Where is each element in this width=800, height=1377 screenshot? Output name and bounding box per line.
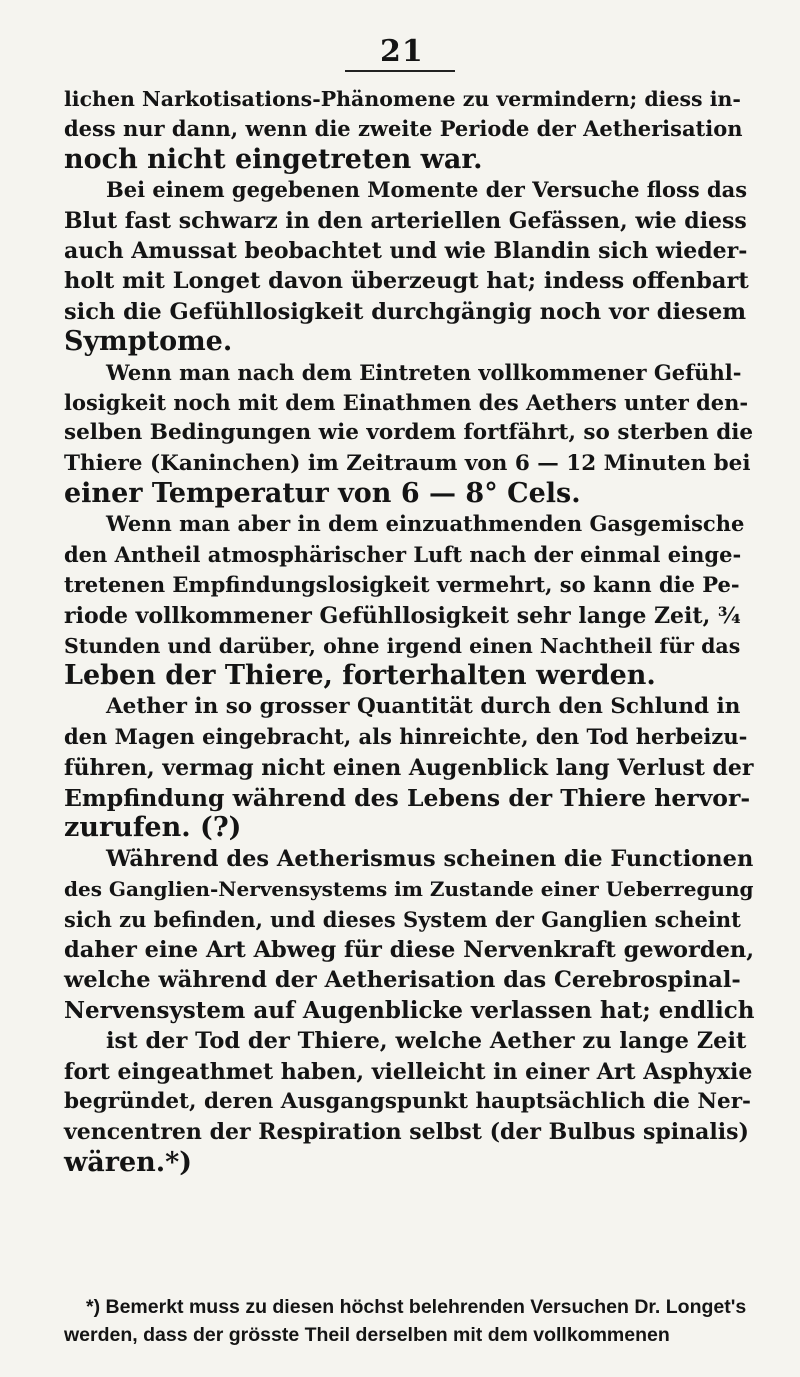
- text-line: welche während der Aetherisation das Cerebrospinal-: [64, 967, 741, 994]
- text-line: Stunden und darüber, ohne irgend einen Nachtheil für das: [64, 634, 741, 659]
- page-number-rule: [345, 70, 455, 72]
- text-line: auch Amussat beobachtet und wie Blandin sich wieder-: [64, 237, 748, 264]
- text-line: lichen Narkotisations-Phänomene zu vermindern; diess in-: [64, 87, 741, 111]
- text-line: des Ganglien-Nervensystems im Zustande einer Ueberregung: [64, 877, 754, 902]
- text-line: Thiere (Kaninchen) im Zeitraum von 6 — 12 Minuten bei: [64, 450, 751, 476]
- text-line: sich die Gefühllosigkeit durchgängig noch vor diesem: [64, 298, 747, 325]
- text-line: Symptome.: [64, 326, 233, 358]
- text-line: vencentren der Respiration selbst (der Bulbus spinalis): [64, 1119, 749, 1146]
- text-line: Nervensystem auf Augenblicke verlassen hat; endlich: [64, 996, 755, 1024]
- text-line: begründet, deren Ausgangspunkt hauptsächlich die Ner-: [64, 1088, 751, 1114]
- text-line: tretenen Empfindungslosigkeit vermehrt, so kann die Pe-: [64, 572, 740, 598]
- footnote: [64, 1293, 764, 1349]
- text-line: holt mit Longet davon überzeugt hat; indess offenbart: [64, 268, 749, 295]
- footnote-line: *) Bemerkt muss zu diesen höchst belehrenden Versuchen Dr. Longet's: [86, 1296, 747, 1318]
- text-line: zurufen. (?): [64, 812, 242, 844]
- text-line: noch nicht eingetreten war.: [64, 143, 483, 175]
- text-line: führen, vermag nicht einen Augenblick lang Verlust der: [64, 754, 754, 781]
- text-line: riode vollkommener Gefühllosigkeit sehr lange Zeit, ¾: [64, 602, 741, 629]
- text-line: Bei einem gegebenen Momente der Versuche floss das: [106, 177, 748, 203]
- text-line: den Magen eingebracht, als hinreichte, den Tod herbeizu-: [64, 724, 748, 750]
- text-line: Während des Aetherismus scheinen die Functionen: [106, 845, 754, 872]
- text-line: einer Temperatur von 6 — 8° Cels.: [64, 478, 581, 510]
- text-line: selben Bedingungen wie vordem fortfährt, so sterben die: [64, 420, 754, 446]
- text-line: Wenn man nach dem Eintreten vollkommener Gefühl-: [106, 359, 742, 385]
- footnote-line: werden, dass der grösste Theil derselben mit dem vollkommenen: [64, 1324, 670, 1346]
- text-line: den Antheil atmosphärischer Luft nach der einmal einge-: [64, 541, 742, 567]
- text-line: sich zu befinden, und dieses System der Ganglien scheint: [64, 906, 741, 932]
- text-line: Aether in so grosser Quantität durch den Schlund in: [106, 693, 741, 719]
- text-line: losigkeit noch mit dem Einathmen des Aethers unter den-: [64, 389, 749, 415]
- text-line: Blut fast schwarz in den arteriellen Gefässen, wie diess: [64, 207, 747, 234]
- text-line: ist der Tod der Thiere, welche Aether zu lange Zeit: [106, 1028, 747, 1055]
- page-number: 21: [380, 34, 424, 69]
- text-line: daher eine Art Abweg für diese Nervenkraft geworden,: [64, 936, 755, 963]
- text-line: Empfindung während des Lebens der Thiere hervor-: [64, 783, 751, 812]
- body-text: [64, 84, 754, 1178]
- text-line: Leben der Thiere, forterhalten werden.: [64, 660, 656, 692]
- text-line: fort eingeathmet haben, vielleicht in einer Art Asphyxie: [64, 1058, 753, 1085]
- text-line: wären.*): [64, 1146, 193, 1178]
- text-line: dess nur dann, wenn die zweite Periode der Aetherisation: [64, 116, 743, 142]
- text-line: Wenn man aber in dem einzuathmenden Gasgemische: [106, 511, 745, 537]
